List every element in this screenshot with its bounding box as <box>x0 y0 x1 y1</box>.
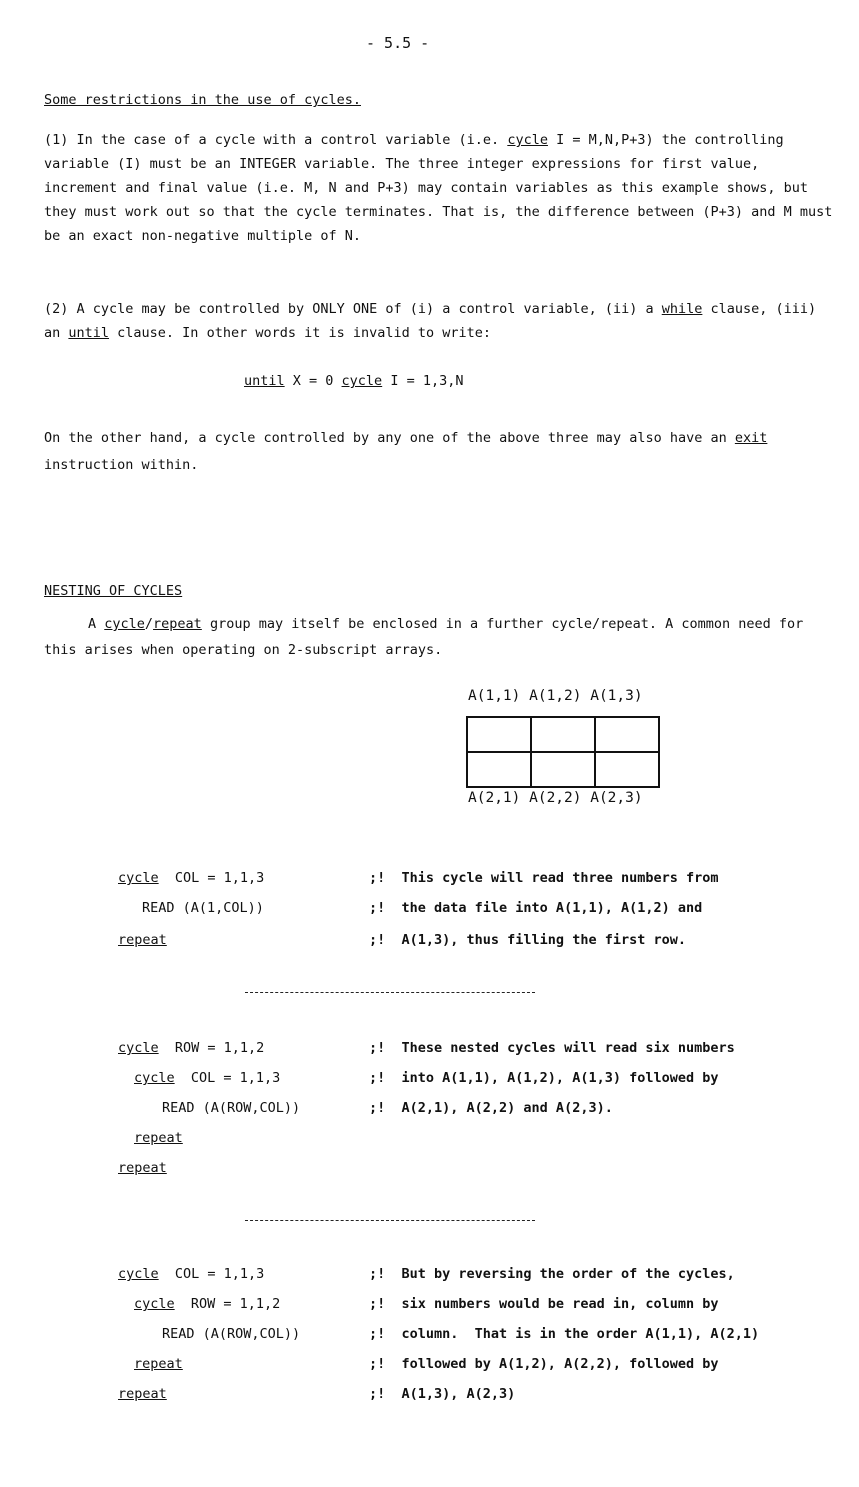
keyword-cycle: cycle <box>118 870 159 886</box>
invalid-example: until X = 0 cycle I = 1,3,N <box>244 373 464 389</box>
section-heading-restrictions: Some restrictions in the use of cycles. <box>44 92 361 108</box>
code-comment: ;! A(1,3), A(2,3) <box>369 1386 516 1402</box>
keyword-cycle: cycle <box>104 616 145 632</box>
array-cell <box>531 752 595 787</box>
array-row <box>467 752 659 787</box>
keyword-repeat: repeat <box>134 1356 183 1372</box>
code-line: cycle COL = 1,1,3 <box>118 870 265 886</box>
restriction-paragraph-1: (1) In the case of a cycle with a control variable (i.e. cycle I = M,N,P+3) the controlling variable (I) must be an INTEGER variable. The three integer expressions for first value, increment and final value (i.e. M, N and P+3) may contain variables as this example shows, but they must work out so that the cycle terminates. That is, the difference between (P+3) and M must be an exact non-negative multiple of N. <box>44 132 833 244</box>
array-row <box>467 717 659 752</box>
code-line: READ (A(1,COL)) <box>142 900 264 916</box>
code-comment: ;! followed by A(1,2), A(2,2), followed by <box>369 1356 719 1372</box>
keyword-cycle: cycle <box>134 1070 175 1086</box>
array-top-labels: A(1,1) A(1,2) A(1,3) <box>468 688 643 704</box>
code-comment: ;! These nested cycles will read six numbers <box>369 1040 735 1056</box>
code-comment: ;! into A(1,1), A(1,2), A(1,3) followed by <box>369 1070 719 1086</box>
section-heading-nesting: NESTING OF CYCLES <box>44 583 183 599</box>
code-line: cycle COL = 1,1,3 <box>134 1070 281 1086</box>
nesting-intro: A cycle/repeat group may itself be enclosed in a further cycle/repeat. A common need for this arises when operating on 2-subscript arrays. <box>44 616 804 658</box>
code-comment: ;! This cycle will read three numbers from <box>369 870 719 886</box>
code-comment: ;! A(1,3), thus filling the first row. <box>369 932 686 948</box>
keyword-repeat: repeat <box>118 1160 167 1176</box>
array-cell <box>531 717 595 752</box>
array-grid <box>466 716 660 788</box>
keyword-cycle: cycle <box>118 1040 159 1056</box>
array-cell <box>467 717 531 752</box>
code-comment: ;! six numbers would be read in, column by <box>369 1296 719 1312</box>
restriction-paragraph-2: (2) A cycle may be controlled by ONLY ONE of (i) a control variable, (ii) a while clause, (iii) an until clause. In other words it is invalid to write: <box>44 301 817 341</box>
dashed-divider <box>245 1220 535 1221</box>
keyword-cycle: cycle <box>118 1266 159 1282</box>
keyword-exit: exit <box>734 430 768 446</box>
array-bottom-labels: A(2,1) A(2,2) A(2,3) <box>468 790 643 806</box>
code-line: READ (A(ROW,COL)) <box>162 1100 301 1116</box>
code-comment: ;! But by reversing the order of the cycles, <box>369 1266 735 1282</box>
keyword-cycle: cycle <box>507 132 548 148</box>
array-cell <box>595 717 659 752</box>
code-line: READ (A(ROW,COL)) <box>162 1326 301 1342</box>
keyword-until: until <box>244 373 285 389</box>
code-comment: ;! A(2,1), A(2,2) and A(2,3). <box>369 1100 613 1116</box>
keyword-cycle: cycle <box>134 1296 175 1312</box>
code-comment: ;! the data file into A(1,1), A(1,2) and <box>369 900 703 916</box>
item-number: (1) <box>44 132 69 148</box>
keyword-while: while <box>661 301 703 317</box>
page-number: - 5.5 - <box>366 34 430 52</box>
keyword-cycle: cycle <box>341 373 383 389</box>
array-cell <box>467 752 531 787</box>
keyword-repeat: repeat <box>134 1130 183 1146</box>
code-comment: ;! column. That is in the order A(1,1), A(2,1) <box>369 1326 760 1342</box>
item-number: (2) <box>44 301 69 317</box>
keyword-repeat: repeat <box>118 1386 167 1402</box>
dashed-divider <box>245 992 535 993</box>
array-cell <box>595 752 659 787</box>
keyword-repeat: repeat <box>118 932 167 948</box>
keyword-repeat: repeat <box>153 616 202 632</box>
code-line: cycle ROW = 1,1,2 <box>134 1296 281 1312</box>
keyword-until: until <box>68 325 110 341</box>
restriction-paragraph-3: On the other hand, a cycle controlled by any one of the above three may also have an exit instruction within. <box>44 430 768 473</box>
code-line: cycle ROW = 1,1,2 <box>118 1040 265 1056</box>
code-line: cycle COL = 1,1,3 <box>118 1266 265 1282</box>
